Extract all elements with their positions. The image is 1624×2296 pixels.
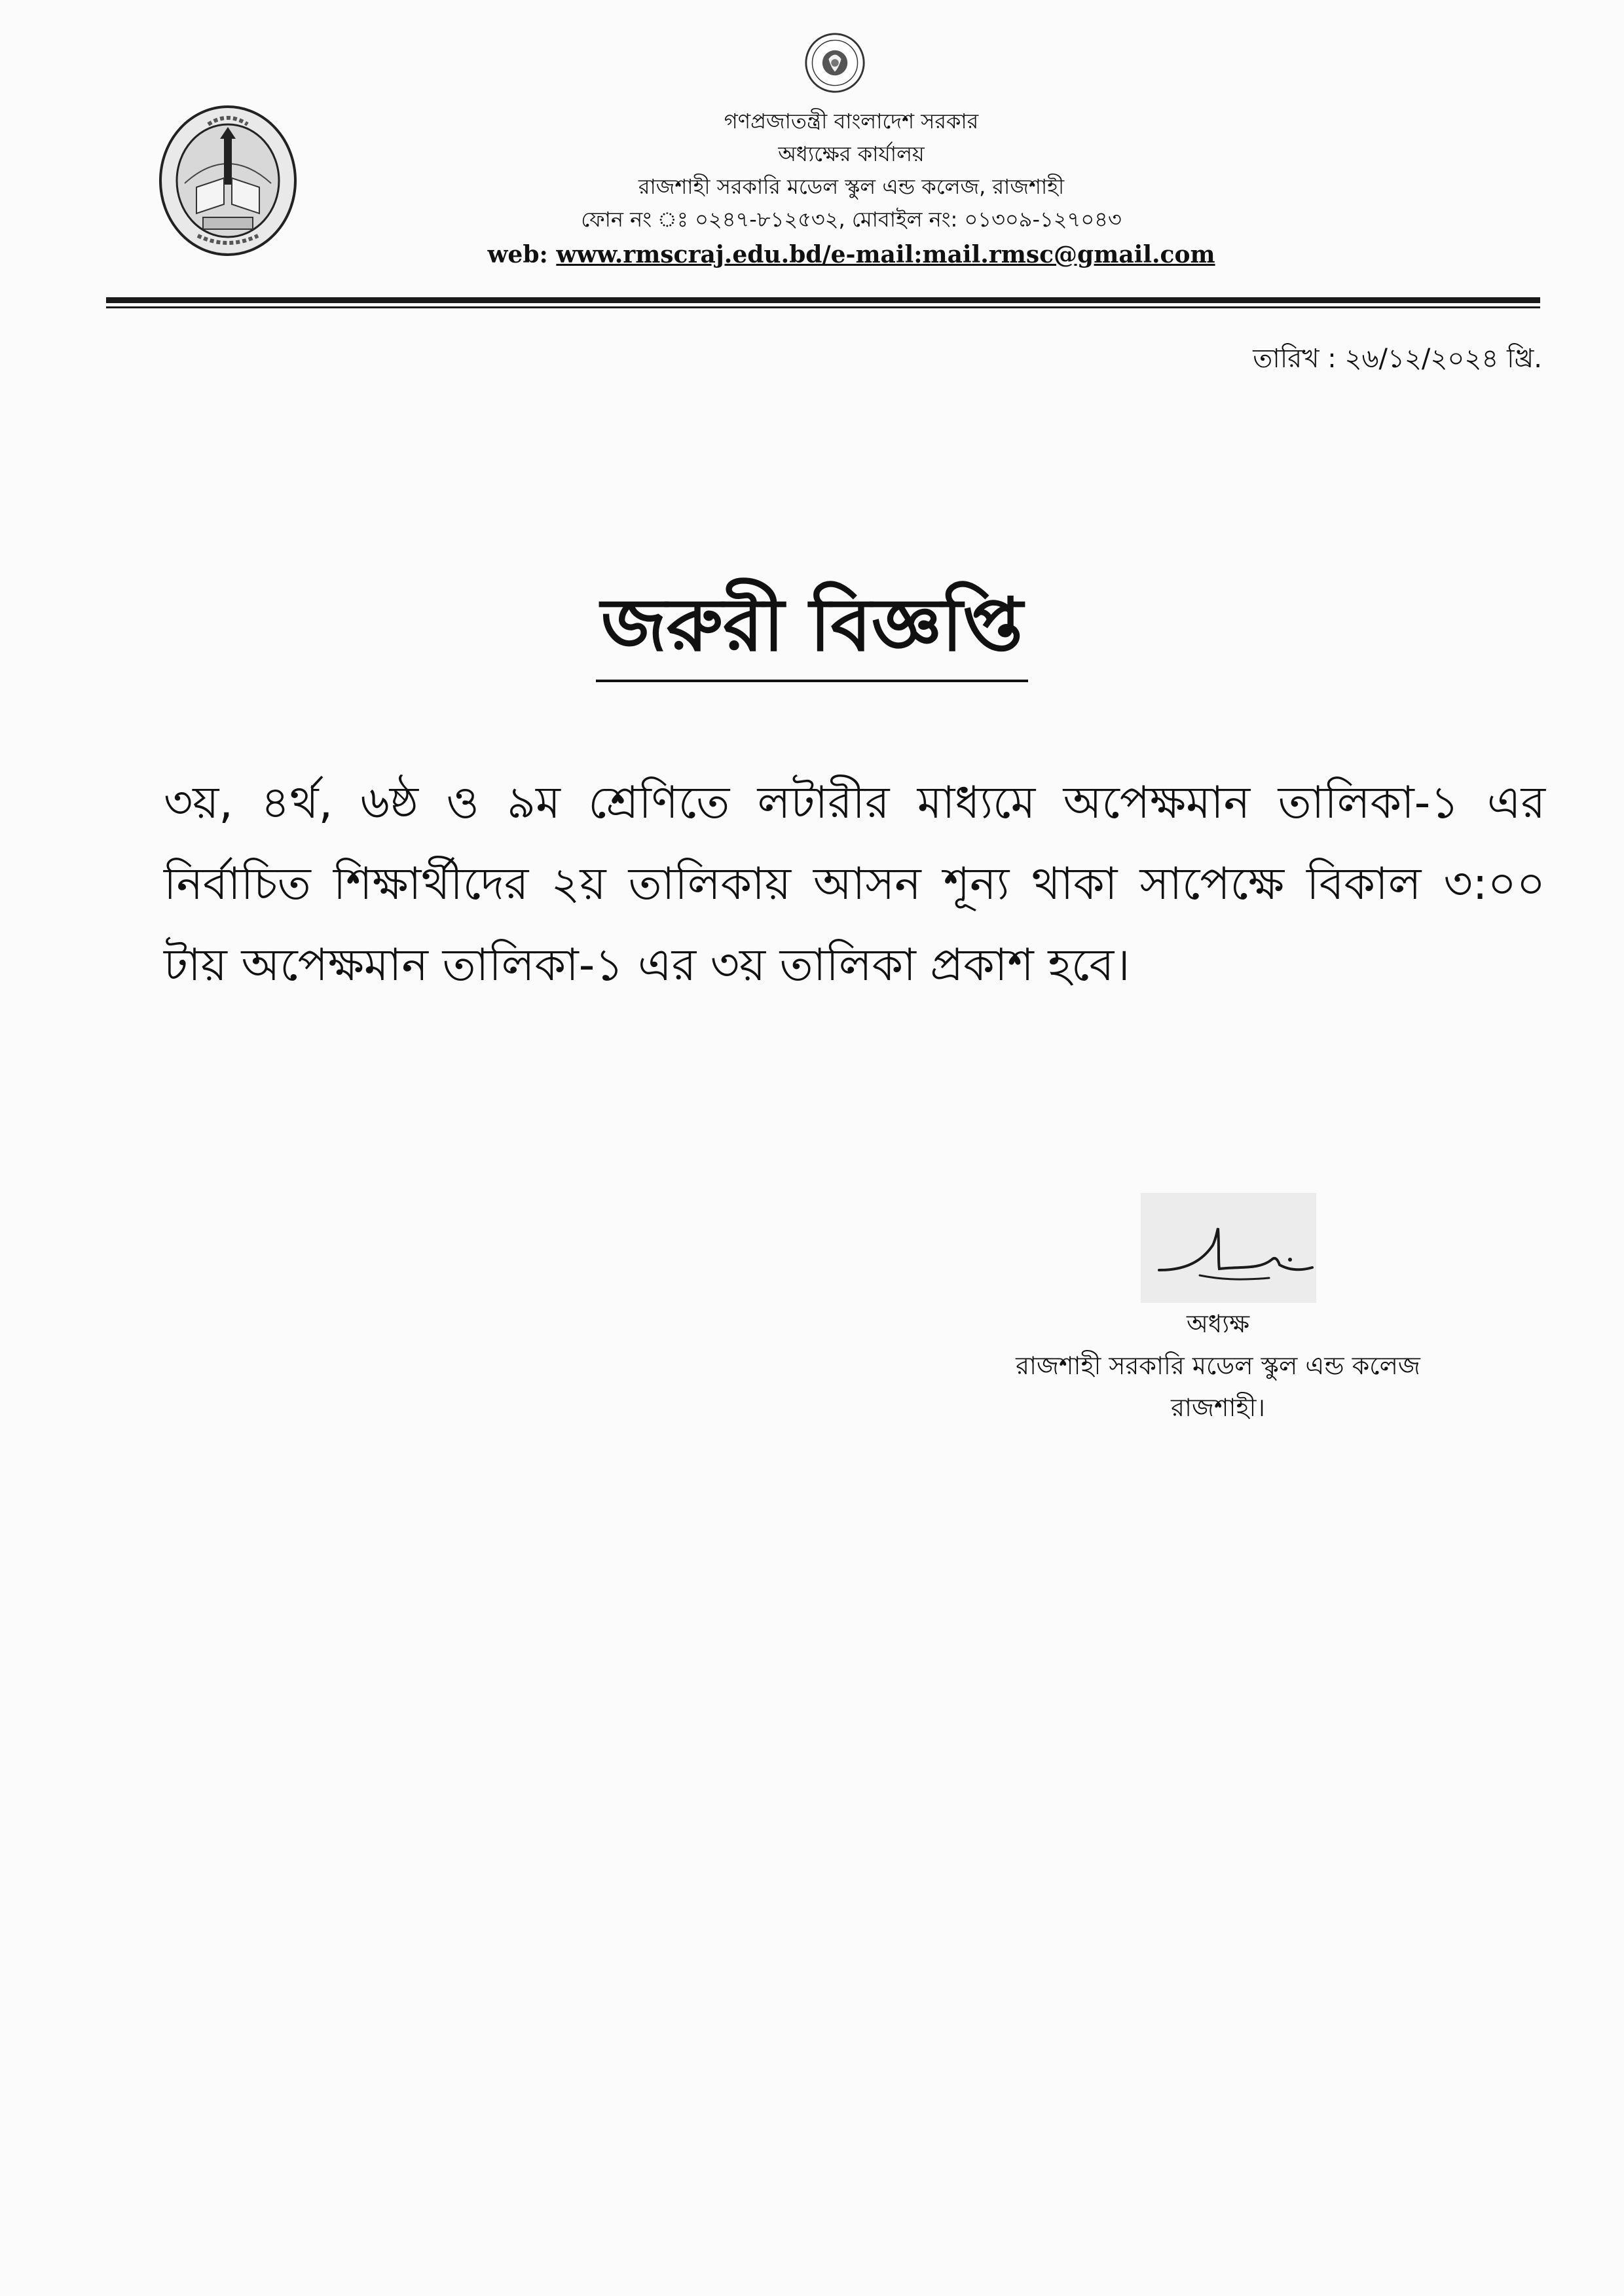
government-seal-icon <box>803 31 866 94</box>
school-crest-logo <box>158 105 297 257</box>
header-divider-thick <box>106 297 1540 303</box>
notice-body: ৩য়, ৪র্থ, ৬ষ্ঠ ও ৯ম শ্রেণিতে লটারীর মাধ্যমে অপেক্ষমান তালিকা-১ এর নির্বাচিত শিক্ষার্থীদের ২য় তালিকায় আসন শূন্য থাকা সাপেক্ষে বিকাল ৩:০০ টায় অপেক্ষমান তালিকা-১ এর ৩য় তালিকা প্রকাশ হবে। <box>164 777 1545 991</box>
web-label: web: <box>487 241 548 268</box>
header-divider-thin <box>106 306 1540 308</box>
web-email-line <box>458 237 1244 272</box>
phone-numbers: ফোন নং ঃ ০২৪৭-৮১২৫৩২, মোবাইল নং: ০১৩০৯-১২৭০৪৩ <box>581 207 1122 232</box>
notice-title-wrapper <box>0 576 1624 682</box>
letterhead <box>458 105 1244 272</box>
signatory-block <box>969 1303 1467 1429</box>
signature-image <box>1141 1193 1316 1303</box>
notice-date: তারিখ : ২৬/১২/২০২৪ খ্রি. <box>1253 344 1542 374</box>
signatory-institution: রাজশাহী সরকারি মডেল স্কুল এন্ড কলেজ <box>1016 1351 1420 1380</box>
notice-title: জরুরী বিজ্ঞপ্তি <box>596 576 1028 682</box>
government-name: গণপ্রজাতন্ত্রী বাংলাদেশ সরকার <box>724 109 979 134</box>
institution-name: রাজশাহী সরকারি মডেল স্কুল এন্ড কলেজ, রাজশাহী <box>638 174 1065 199</box>
web-email-link[interactable]: www.rmscraj.edu.bd/e-mail:mail.rmsc@gmail.com <box>556 241 1215 268</box>
signatory-city: রাজশাহী। <box>1171 1393 1265 1422</box>
signatory-designation: অধ্যক্ষ <box>1186 1309 1249 1338</box>
office-name: অধ্যক্ষের কার্যালয় <box>778 141 925 166</box>
